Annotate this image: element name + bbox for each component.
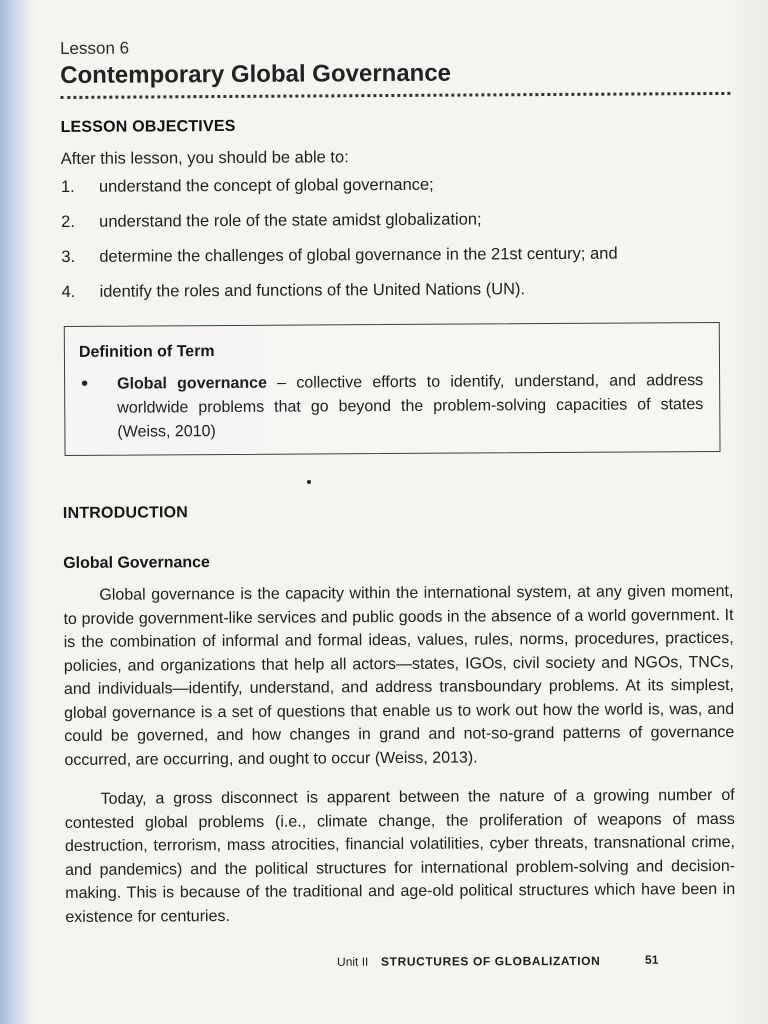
objective-item (61, 173, 731, 197)
introduction-paragraph: Today, a gross disconnect is apparent between the nature of a growing number of contested global problems (i.e., climate change, the proliferation of weapons of mass destruction, terrorism, mass atrocities, financial volatilities, cyber threats, transnational crime, and pandemics) and the political structures for international problem-solving and decision-making. This is because of the traditional and age-old political structures which have been in existence for centuries. (64, 786, 736, 926)
footer-unit: Unit II (336, 954, 369, 969)
objective-item (61, 243, 731, 267)
objective-number: 2. (61, 212, 75, 231)
definition-item (79, 369, 703, 445)
definition-box (64, 322, 721, 456)
objectives-intro: After this lesson, you should be able to: (60, 148, 349, 168)
objectives-list (61, 173, 732, 302)
objective-number: 1. (60, 177, 75, 196)
objective-text: understand the role of the state amidst globalization; (99, 210, 482, 231)
lesson-title: Contemporary Global Governance (60, 56, 730, 99)
objectives-heading: LESSON OBJECTIVES (60, 117, 236, 136)
lesson-label: Lesson 6 (60, 38, 130, 58)
objective-number: 4. (61, 282, 76, 301)
definition-heading: Definition of Term (78, 343, 215, 361)
objective-item (61, 278, 731, 302)
definition-term: Global governance (117, 374, 267, 393)
introduction-heading: INTRODUCTION (62, 504, 189, 522)
objective-text: identify the roles and functions of the United Nations (UN). (99, 280, 526, 301)
page-content (60, 34, 736, 945)
book-spine-shadow (0, 0, 36, 1024)
objective-text: determine the challenges of global governance in the 21st century; and (99, 244, 618, 266)
footer-title: STRUCTURES OF GLOBALIZATION (380, 953, 601, 969)
print-speck (307, 480, 311, 484)
objective-number: 3. (61, 247, 76, 266)
page-number: 51 (644, 952, 659, 967)
definition-description: – collective efforts to identify, understand, and address worldwide problems that go beyond the problem-solving capacities of states (Weiss, 2010) (117, 372, 704, 441)
page-footer (0, 953, 720, 980)
global-governance-subheading: Global Governance (63, 554, 210, 572)
introduction-paragraph: Global governance is the capacity within the international system, at any given moment, to provide government-like services and public goods in the absence of a world government. It is the combination of informal and formal ideas, values, rules, norms, procedures, practices, policies, and organizations that help all actors—states, IGOs, civil society and NGOs, TNCs, and individuals—identify, understand, and address transboundary problems. At its simplest, global governance is a set of questions that enable us to work out how the world is, was, and could be governed, and how changes in grand and not-so-grand patterns of governance occurred, are occurring, and ought to occur (Weiss, 2013). (63, 582, 735, 769)
objective-item (61, 208, 731, 232)
definition-text (117, 369, 703, 445)
bullet-icon: • (81, 372, 89, 395)
objective-text: understand the concept of global governance; (98, 175, 434, 196)
